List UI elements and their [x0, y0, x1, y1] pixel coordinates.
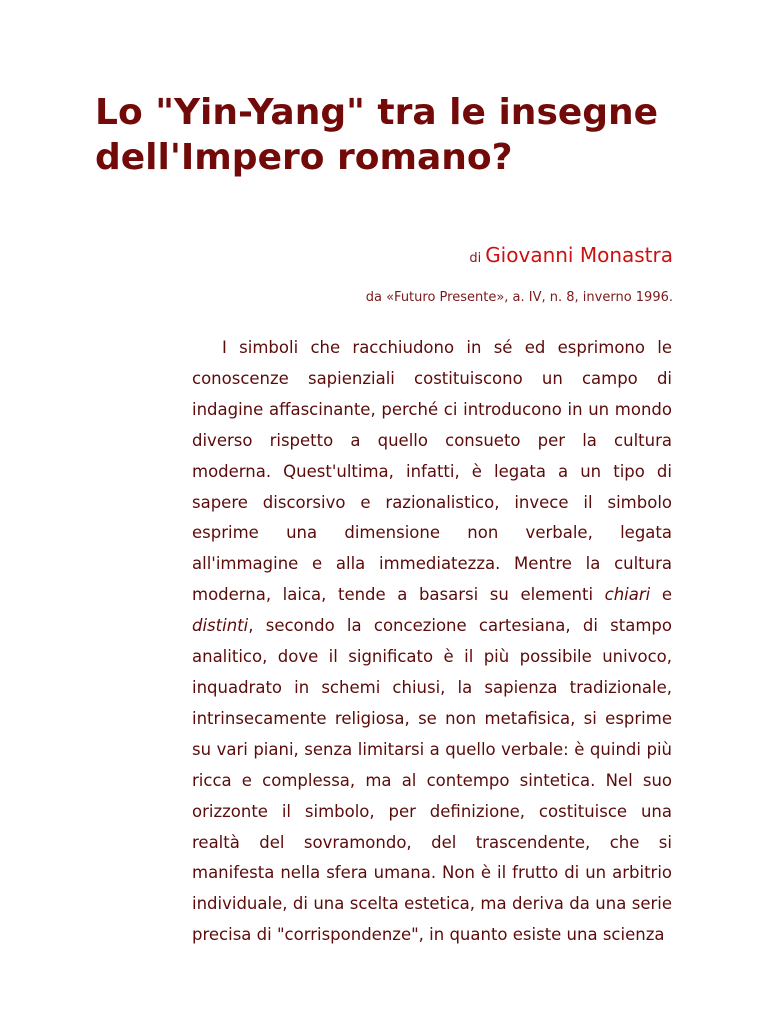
emphasis-chiari: chiari	[604, 585, 651, 605]
byline	[469, 243, 673, 267]
emphasis-distinti: distinti	[192, 616, 249, 636]
body-paragraph	[192, 333, 672, 951]
author-name: Giovanni Monastra	[485, 243, 673, 267]
byline-prefix: di	[469, 251, 482, 266]
paragraph-text-part1: I simboli che racchiudono in sé ed esprimono le conoscenze sapienziali costituiscono un campo di indagine affascinante, perché ci introducono in un mondo diverso rispetto a quello consueto per la cultura moderna. Quest'ultima, infatti, è legata a un tipo di sapere discorsivo e razionalistico, invece il simbolo esprime una dimensione non verbale, legata all'immagine e alla immediatezza. Mentre la cultura moderna, laica, tende a basarsi su elementi	[192, 338, 672, 605]
paragraph-connector: e	[650, 585, 672, 605]
paragraph-text-part2: , secondo la concezione cartesiana, di stampo analitico, dove il significato è il più possibile univoco, inquadrato in schemi chiusi, la sapienza tradizionale, intrinsecamente religiosa, se non metafisica, si esprime su vari piani, senza limitarsi a quello verbale: è quindi più ricca e complessa, ma al contempo sintetica. Nel suo orizzonte il simbolo, per definizione, costituisce una realtà del sovramondo, del trascendente, che si manifesta nella sfera umana. Non è il frutto di un arbitrio individuale, di una scelta estetica, ma deriva da una serie precisa di "corrispondenze", in quanto esiste una scienza	[192, 616, 672, 945]
source-citation: da «Futuro Presente», a. IV, n. 8, inverno 1996.	[365, 290, 673, 305]
article-title: Lo "Yin-Yang" tra le insegne dell'Impero romano?	[95, 92, 659, 178]
